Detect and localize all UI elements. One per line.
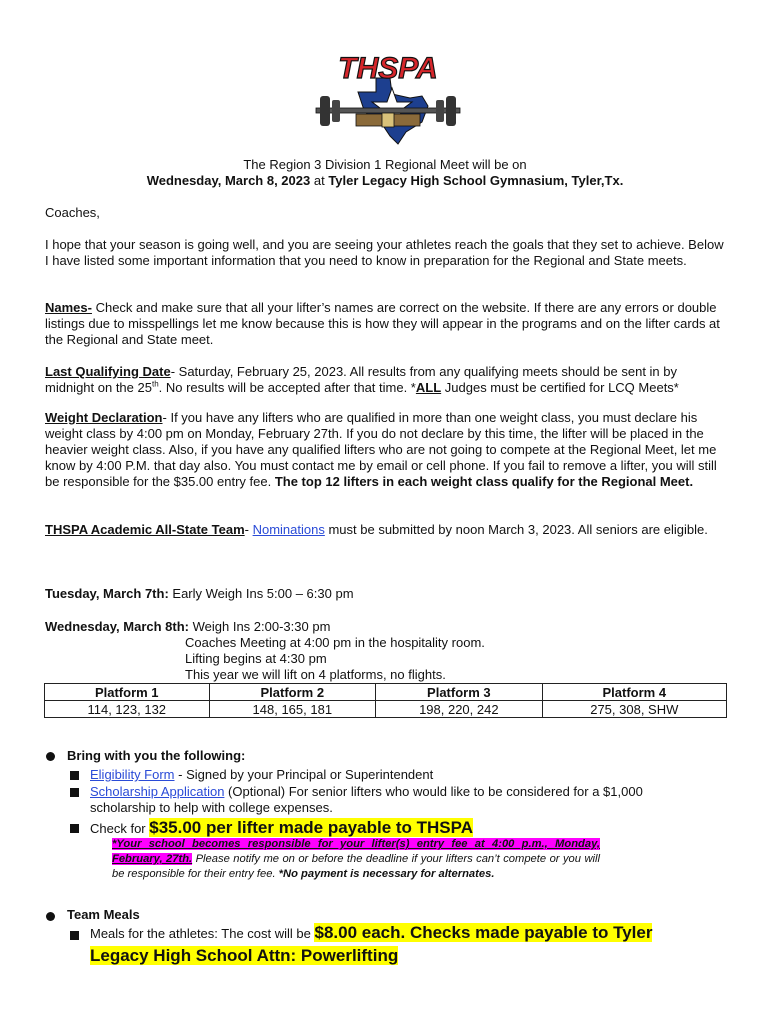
names-paragraph: [45, 300, 725, 348]
lcq-label: Last Qualifying Date: [45, 364, 171, 379]
names-text: Check and make sure that all your lifter’s names are correct on the website. If there are any errors or double listings due to misspellings let me know because this is how they will appear in the programs and on the lifter cards at the Regional and State meet.: [45, 300, 720, 347]
lcq-all: ALL: [415, 380, 442, 395]
schedule-tuesday: [45, 586, 725, 602]
platform-table: [44, 683, 727, 718]
bring-title-text: Bring with you the following:: [67, 748, 246, 763]
names-label: Names-: [45, 300, 92, 315]
lcq-sup: th: [151, 379, 159, 389]
platform-header: Platform 4: [542, 684, 726, 701]
meals-text: Meals for the athletes: The cost will be: [90, 926, 315, 941]
intro-at: at: [310, 173, 329, 188]
lcq-paragraph: [45, 364, 725, 396]
meals-title: [67, 907, 725, 923]
platform-weights: 275, 308, SHW: [542, 701, 726, 718]
tuesday-label: Tuesday, March 7th:: [45, 586, 169, 601]
nominations-link[interactable]: Nominations: [252, 522, 325, 537]
check-pre: Check for: [90, 821, 150, 836]
academic-label: THSPA Academic All-State Team: [45, 522, 245, 537]
square-bullet-icon: [70, 931, 79, 940]
eligibility-item: [90, 767, 725, 783]
platform-weights: 114, 123, 132: [45, 701, 210, 718]
check-item: [90, 818, 725, 839]
intro-paragraph: I hope that your season is going well, and you are seeing your athletes reach the goals that they set to achieve. Below I have listed some important information that you need to know in preparation for the Regional and State meets.: [45, 237, 724, 268]
greeting: Coaches,: [45, 205, 100, 220]
lcq-text-2: . No results will be accepted after that time. *: [158, 380, 416, 395]
academic-text: must be submitted by noon March 3, 2023. All seniors are eligible.: [324, 522, 708, 537]
table-header-row: [45, 684, 727, 701]
platform-header: Platform 2: [209, 684, 376, 701]
note-text: Please notify me on or before the deadline if your lifters can’t compete or you will be responsible for their entry fee.: [112, 853, 600, 880]
platform-header: Platform 1: [45, 684, 210, 701]
intro-line-1: The Region 3 Division 1 Regional Meet will be on: [243, 157, 527, 172]
weight-paragraph: [45, 410, 725, 490]
wednesday-label: Wednesday, March 8th:: [45, 619, 189, 634]
schedule-line-2: Coaches Meeting at 4:00 pm in the hospitality room.: [185, 635, 485, 650]
bullet-icon: [46, 912, 55, 921]
scholarship-item: [90, 784, 690, 816]
thspa-logo: [306, 48, 470, 148]
meet-date: Wednesday, March 8, 2023: [146, 173, 311, 188]
wednesday-text: Weigh Ins 2:00-3:30 pm: [189, 619, 331, 634]
meal-price: $8.00 each: [314, 923, 401, 942]
square-bullet-icon: [70, 771, 79, 780]
logo-text: THSPA: [338, 52, 438, 85]
eligibility-form-link[interactable]: Eligibility Form: [90, 767, 175, 782]
platform-weights: 198, 220, 242: [376, 701, 543, 718]
square-bullet-icon: [70, 788, 79, 797]
scholarship-application-link[interactable]: Scholarship Application: [90, 784, 225, 799]
meet-venue: Tyler Legacy High School Gymnasium, Tyler,Tx.: [328, 173, 624, 188]
check-amount: $35.00 per lifter made payable to THSPA: [149, 818, 473, 837]
bullet-icon: [46, 752, 55, 761]
weight-text: - If you have any lifters who are qualified in more than one weight class, you must declare his weight class by 4:00 pm on Monday, February 27th. If you do not declare by this time, the lifter will be placed in the heavier weight class. Also, if you have any qualified lifters who are not going to compete at the Regional Meet, let me know by 4:00 P.M. that day also. You must contact me by email or cell phone. If you fail to remove a lifter, you will still be responsible for the $35.00 entry fee.: [45, 410, 717, 489]
payment-note: [112, 837, 600, 882]
meals-title-text: Team Meals: [67, 907, 140, 922]
square-bullet-icon: [70, 824, 79, 833]
platform-weights: 148, 165, 181: [209, 701, 376, 718]
intro-line-2: [0, 173, 770, 189]
note-bold: *No payment is necessary for alternates.: [278, 868, 495, 880]
lcq-text-3: Judges must be certified for LCQ Meets*: [441, 380, 679, 395]
tuesday-text: Early Weigh Ins 5:00 – 6:30 pm: [168, 586, 354, 601]
table-row: [45, 701, 727, 718]
weight-bold: The top 12 lifters in each weight class qualify for the Regional Meet.: [274, 474, 694, 489]
weight-label: Weight Declaration: [45, 410, 163, 425]
meals-item: [90, 922, 700, 968]
schedule-wednesday: [45, 619, 725, 635]
platform-header: Platform 3: [376, 684, 543, 701]
meals-payable: . Checks made payable to Tyler Legacy High School Attn: Powerlifting: [90, 923, 653, 965]
schedule-line-3: Lifting begins at 4:30 pm: [185, 651, 327, 666]
bring-title: [67, 748, 725, 764]
scholarship-text: (Optional) For senior lifters who would like to be considered for a $1,000 scholarship to help with college expenses.: [90, 784, 643, 815]
schedule-line-4: This year we will lift on 4 platforms, no flights.: [185, 667, 446, 682]
deadline-highlight: *Your school becomes responsible for your lifter(s) entry fee at 4:00 p.m., Monday, February, 27th.: [112, 838, 600, 865]
eligibility-text: - Signed by your Principal or Superintendent: [174, 767, 434, 782]
academic-paragraph: [45, 522, 725, 538]
lcq-text-1: - Saturday, February 25, 2023. All results from any qualifying meets should be sent in by midnight on the 25: [45, 364, 678, 395]
academic-dash: -: [244, 522, 253, 537]
